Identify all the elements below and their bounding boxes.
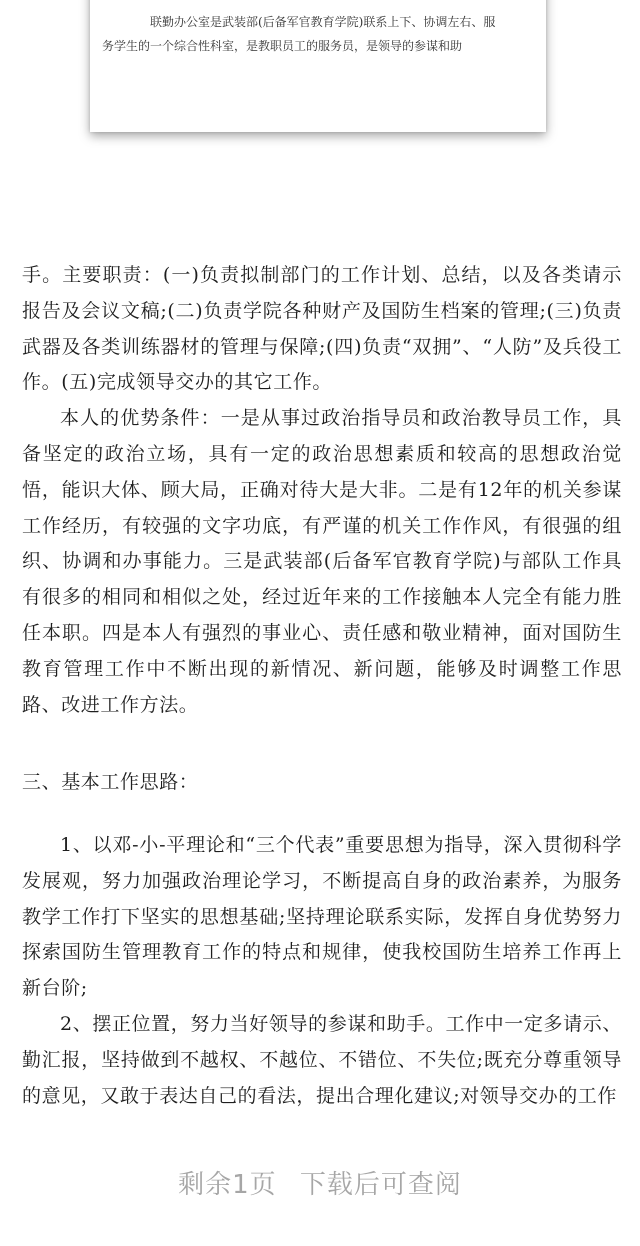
preview-card	[90, 0, 546, 132]
remaining-pages-label[interactable]: 剩余1页 下载后可查阅	[178, 1170, 462, 1200]
point-2: 2、摆正位置，努力当好领导的参谋和助手。工作中一定多请示、勤汇报，坚持做到不越权、不越位、不错位、不失位;既充分尊重领导的意见，又敢于表达自己的看法，提出合理化建议;对领导交办的工作	[22, 1012, 622, 1107]
section-heading: 三、基本工作思路：	[22, 771, 199, 793]
paragraph-strengths: 本人的优势条件：一是从事过政治指导员和政治教导员工作，具备坚定的政治立场，具有一定的政治思想素质和较高的思想政治觉悟，能识大体、顾大局，正确对待大是大非。二是有12年的机关参谋工作经历，有较强的文字功底，有严谨的机关工作作风，有很强的组织、协调和办事能力。三是武装部(后备军官教育学院)与部队工作具有很多的相同和相似之处，经过近年来的工作接触本人完全有能力胜任本职。四是本人有强烈的事业心、责任感和敬业精神，面对国防生教育管理工作中不断出现的新情况、新问题，能够及时调整工作思路、改进工作方法。	[22, 407, 622, 716]
preview-text	[102, 10, 534, 58]
page-preview-thumbnail	[0, 0, 640, 200]
document-body-points	[22, 828, 622, 1114]
document-body	[22, 258, 622, 723]
paragraph-duties: 手。主要职责：(一)负责拟制部门的工作计划、总结，以及各类请示报告及会议文稿;(二)负责学院各种财产及国防生档案的管理;(三)负责武器及各类训练器材的管理与保障;(四)负责“双拥”、“人防”及兵役工作。(五)完成领导交办的其它工作。	[22, 264, 622, 394]
preview-line-1: 联勤办公室是武装部(后备军官教育学院)联系上下、协调左右、服	[150, 15, 496, 29]
remaining-pages-bar[interactable]	[0, 1150, 640, 1220]
preview-line-2: 务学生的一个综合性科室，是教职员工的服务员，是领导的参谋和助	[102, 39, 463, 53]
point-1: 1、以邓-小-平理论和“三个代表”重要思想为指导，深入贯彻科学发展观，努力加强政治理论学习，不断提高自身的政治素养，为服务教学工作打下坚实的思想基础;坚持理论联系实际，发挥自身优势努力探索国防生管理教育工作的特点和规律，使我校国防生培养工作再上新台阶;	[22, 834, 622, 1000]
